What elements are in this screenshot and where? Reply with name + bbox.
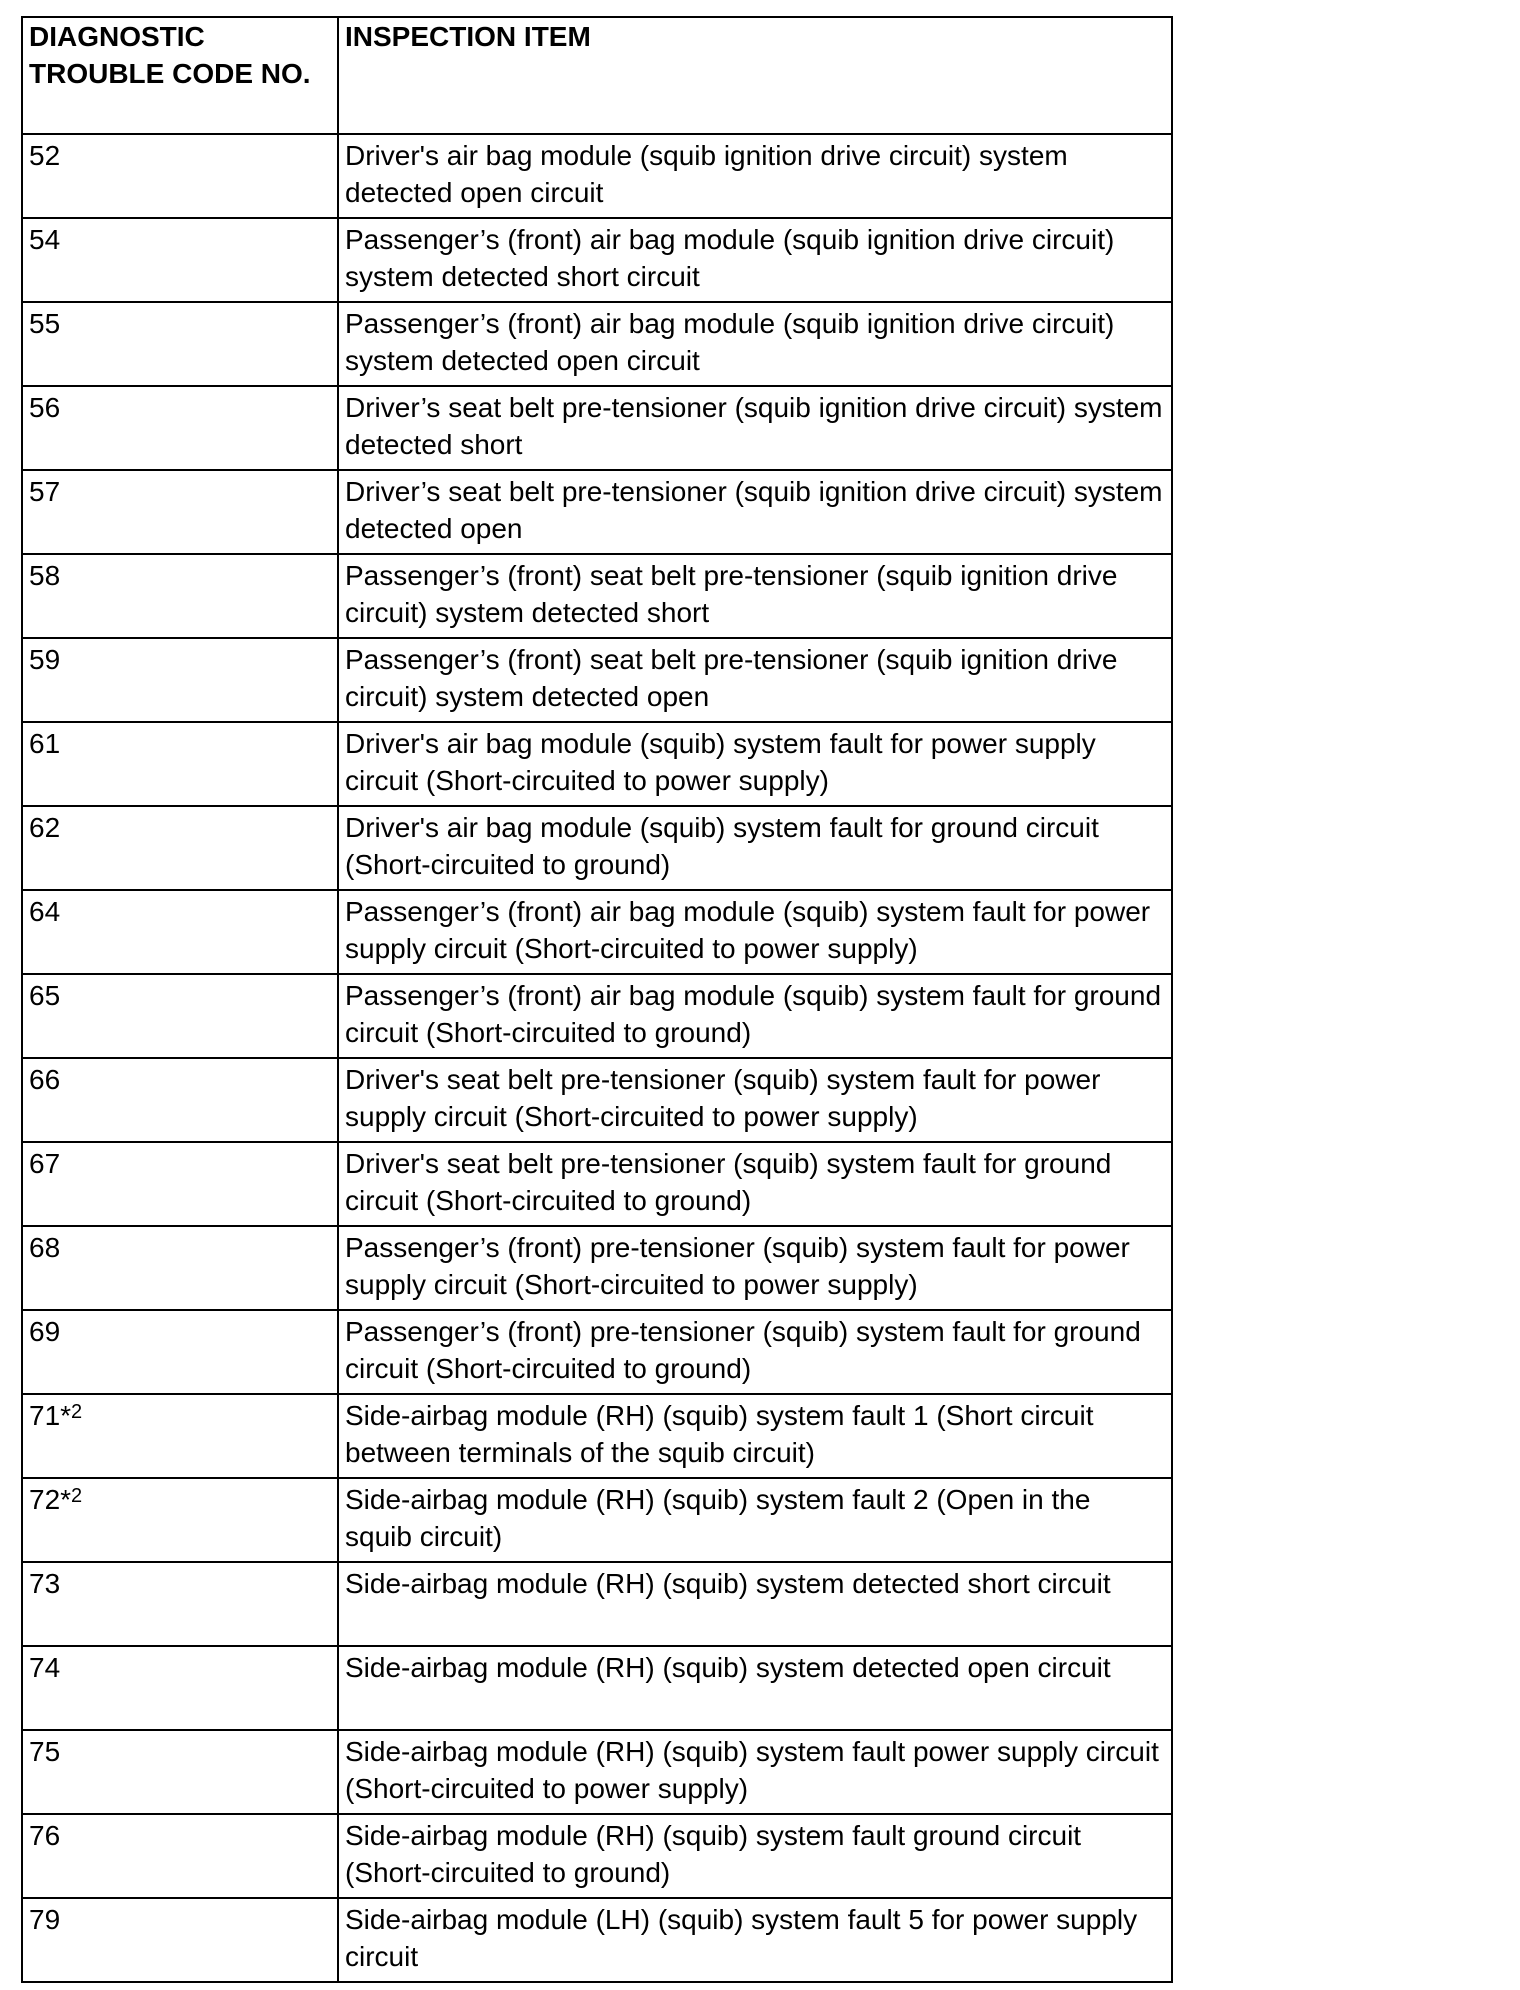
inspection-item: Side-airbag module (RH) (squib) system fault 2 (Open in the squib circuit)	[338, 1478, 1172, 1562]
dtc-table	[21, 16, 1173, 1983]
dtc-code: 69	[29, 1316, 61, 1347]
table-row	[22, 1226, 1172, 1310]
table-row	[22, 1646, 1172, 1730]
table-row	[22, 1478, 1172, 1562]
inspection-item: Driver's seat belt pre-tensioner (squib) system fault for power supply circuit (Short-circuited to power supply)	[338, 1058, 1172, 1142]
dtc-code: 73	[29, 1568, 61, 1599]
inspection-item: Side-airbag module (RH) (squib) system fault ground circuit (Short-circuited to ground)	[338, 1814, 1172, 1898]
dtc-code-cell	[22, 1814, 338, 1898]
dtc-code: 64	[29, 896, 61, 927]
table-row	[22, 1898, 1172, 1982]
inspection-item: Driver's air bag module (squib ignition drive circuit) system detected open circuit	[338, 134, 1172, 218]
inspection-item: Driver’s seat belt pre-tensioner (squib ignition drive circuit) system detected open	[338, 470, 1172, 554]
inspection-item: Side-airbag module (LH) (squib) system fault 5 for power supply circuit	[338, 1898, 1172, 1982]
dtc-code-cell	[22, 1562, 338, 1646]
dtc-code-cell	[22, 1730, 338, 1814]
table-row	[22, 386, 1172, 470]
header-code: DIAGNOSTIC TROUBLE CODE NO.	[22, 17, 338, 134]
inspection-item: Passenger’s (front) air bag module (squib ignition drive circuit) system detected short circuit	[338, 218, 1172, 302]
dtc-code-cell	[22, 554, 338, 638]
dtc-code-cell	[22, 722, 338, 806]
inspection-item: Passenger’s (front) air bag module (squib) system fault for ground circuit (Short-circuited to ground)	[338, 974, 1172, 1058]
table-row	[22, 470, 1172, 554]
inspection-item: Side-airbag module (RH) (squib) system fault power supply circuit (Short-circuited to power supply)	[338, 1730, 1172, 1814]
dtc-code-cell	[22, 1898, 338, 1982]
inspection-item: Side-airbag module (RH) (squib) system detected open circuit	[338, 1646, 1172, 1730]
inspection-item: Passenger’s (front) seat belt pre-tensioner (squib ignition drive circuit) system detected open	[338, 638, 1172, 722]
inspection-item: Passenger’s (front) air bag module (squib ignition drive circuit) system detected open circuit	[338, 302, 1172, 386]
table-body	[22, 134, 1172, 1982]
dtc-code: 52	[29, 140, 61, 171]
dtc-code-cell	[22, 1394, 338, 1478]
dtc-code-cell	[22, 974, 338, 1058]
dtc-code: 55	[29, 308, 61, 339]
dtc-code-cell	[22, 302, 338, 386]
dtc-code-cell	[22, 806, 338, 890]
inspection-item: Passenger’s (front) seat belt pre-tensioner (squib ignition drive circuit) system detected short	[338, 554, 1172, 638]
table-header	[22, 17, 1172, 134]
dtc-code-cell	[22, 1226, 338, 1310]
table-row	[22, 1394, 1172, 1478]
dtc-code: 75	[29, 1736, 61, 1767]
dtc-code: 57	[29, 476, 61, 507]
table-row	[22, 638, 1172, 722]
table-row	[22, 806, 1172, 890]
dtc-code-cell	[22, 1646, 338, 1730]
table-row	[22, 134, 1172, 218]
inspection-item: Driver's air bag module (squib) system fault for power supply circuit (Short-circuited to power supply)	[338, 722, 1172, 806]
inspection-item: Side-airbag module (RH) (squib) system fault 1 (Short circuit between terminals of the squib circuit)	[338, 1394, 1172, 1478]
inspection-item: Driver's air bag module (squib) system fault for ground circuit (Short-circuited to ground)	[338, 806, 1172, 890]
header-row	[22, 17, 1172, 134]
table-row	[22, 554, 1172, 638]
dtc-code: 54	[29, 224, 61, 255]
dtc-code: 71*	[29, 1400, 72, 1431]
table-row	[22, 974, 1172, 1058]
header-inspection-item: INSPECTION ITEM	[338, 17, 1172, 134]
dtc-code-cell	[22, 1058, 338, 1142]
table-row	[22, 1058, 1172, 1142]
dtc-code-cell	[22, 134, 338, 218]
dtc-code: 76	[29, 1820, 61, 1851]
table-row	[22, 1310, 1172, 1394]
dtc-code: 65	[29, 980, 61, 1011]
dtc-code: 59	[29, 644, 61, 675]
table-row	[22, 1142, 1172, 1226]
dtc-code-cell	[22, 1310, 338, 1394]
inspection-item: Passenger’s (front) pre-tensioner (squib) system fault for power supply circuit (Short-circuited to power supply)	[338, 1226, 1172, 1310]
dtc-code: 74	[29, 1652, 61, 1683]
dtc-code: 56	[29, 392, 61, 423]
table-row	[22, 218, 1172, 302]
dtc-code-cell	[22, 890, 338, 974]
table-row	[22, 1730, 1172, 1814]
footnote-marker: 2	[71, 1485, 83, 1507]
table-row	[22, 1814, 1172, 1898]
dtc-code: 62	[29, 812, 61, 843]
dtc-code-cell	[22, 1142, 338, 1226]
inspection-item: Driver’s seat belt pre-tensioner (squib ignition drive circuit) system detected short	[338, 386, 1172, 470]
table-row	[22, 1562, 1172, 1646]
table-row	[22, 890, 1172, 974]
dtc-code-cell	[22, 470, 338, 554]
dtc-code: 58	[29, 560, 61, 591]
footnote-marker: 2	[71, 1401, 83, 1423]
dtc-code-cell	[22, 1478, 338, 1562]
table-row	[22, 302, 1172, 386]
dtc-code-cell	[22, 638, 338, 722]
dtc-code: 61	[29, 728, 61, 759]
dtc-code-cell	[22, 386, 338, 470]
dtc-code: 72*	[29, 1484, 72, 1515]
table-row	[22, 722, 1172, 806]
dtc-code: 68	[29, 1232, 61, 1263]
dtc-code: 79	[29, 1904, 61, 1935]
dtc-code: 66	[29, 1064, 61, 1095]
inspection-item: Side-airbag module (RH) (squib) system detected short circuit	[338, 1562, 1172, 1646]
inspection-item: Driver's seat belt pre-tensioner (squib) system fault for ground circuit (Short-circuited to ground)	[338, 1142, 1172, 1226]
inspection-item: Passenger’s (front) air bag module (squib) system fault for power supply circuit (Short-circuited to power supply)	[338, 890, 1172, 974]
dtc-code-cell	[22, 218, 338, 302]
inspection-item: Passenger’s (front) pre-tensioner (squib) system fault for ground circuit (Short-circuited to ground)	[338, 1310, 1172, 1394]
dtc-code: 67	[29, 1148, 61, 1179]
